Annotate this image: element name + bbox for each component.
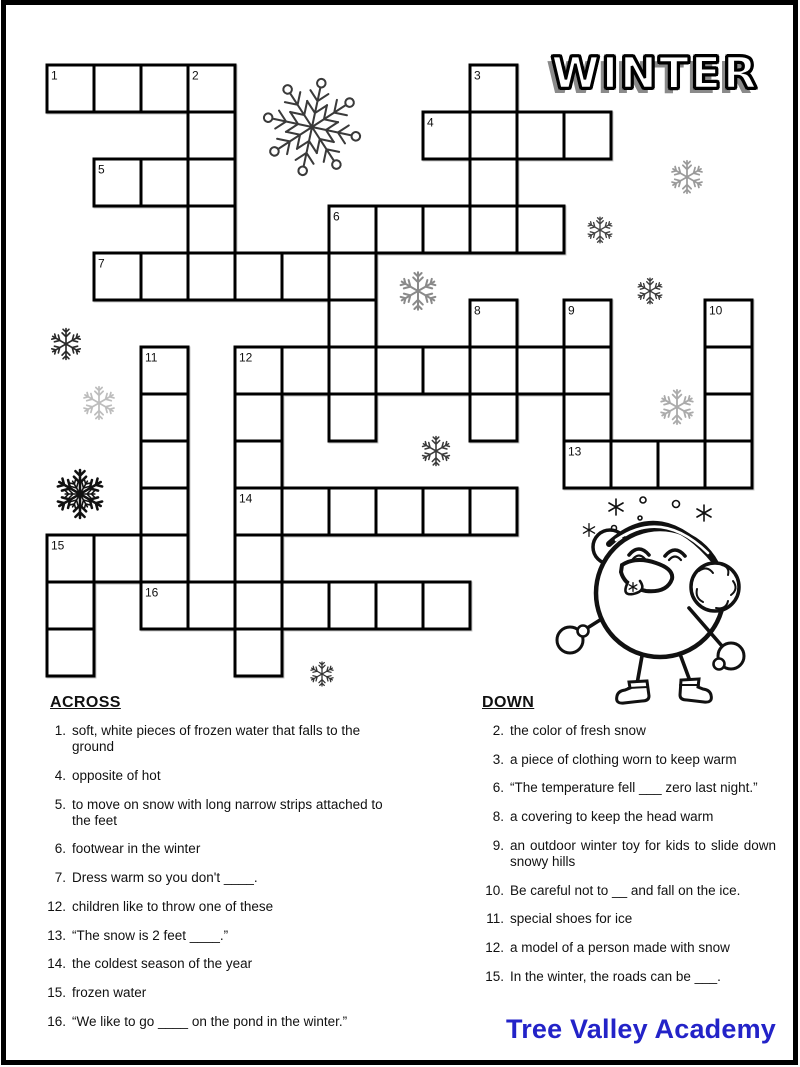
grid-cell[interactable] xyxy=(329,253,376,300)
grid-cell[interactable] xyxy=(47,629,94,676)
grid-cell[interactable] xyxy=(329,488,376,535)
grid-cell[interactable] xyxy=(658,441,705,488)
grid-cell[interactable] xyxy=(470,488,517,535)
grid-cell[interactable] xyxy=(705,394,752,441)
down-clue-item xyxy=(478,838,778,870)
grid-cell[interactable] xyxy=(423,206,470,253)
grid-cell[interactable] xyxy=(235,394,282,441)
grid-cell[interactable] xyxy=(376,582,423,629)
grid-cell-number: 5 xyxy=(98,162,105,177)
clue-text: soft, white pieces of frozen water that falls to the ground xyxy=(72,723,361,755)
clue-number: 6. xyxy=(492,780,504,796)
across-clue-list xyxy=(40,694,450,1042)
clue-number: 15. xyxy=(485,968,504,984)
grid-cell-number: 15 xyxy=(51,538,65,553)
clue-text: to move on snow with long narrow strips attached to the feet xyxy=(72,796,383,828)
down-clue-item xyxy=(478,883,778,899)
grid-cell[interactable] xyxy=(188,112,235,159)
grid-cell-number: 7 xyxy=(98,256,105,271)
grid-cell[interactable] xyxy=(141,253,188,300)
clue-number: 10. xyxy=(485,882,504,898)
across-clue-item xyxy=(40,841,450,857)
grid-cell-number: 16 xyxy=(145,585,159,600)
grid-cell[interactable] xyxy=(235,535,282,582)
grid-cell[interactable] xyxy=(423,488,470,535)
grid-cell[interactable] xyxy=(188,159,235,206)
crossword-cells xyxy=(47,65,752,676)
clue-text: a model of a person made with snow xyxy=(510,940,730,955)
snowflake-icon xyxy=(422,436,451,465)
clue-text: “We like to go ____ on the pond in the winter.” xyxy=(72,1013,348,1029)
grid-cell[interactable] xyxy=(282,582,329,629)
grid-cell[interactable] xyxy=(235,582,282,629)
grid-cell[interactable] xyxy=(188,582,235,629)
grid-cell[interactable] xyxy=(470,347,517,394)
grid-cell[interactable] xyxy=(141,535,188,582)
clue-number: 4. xyxy=(54,767,66,783)
clue-number: 7. xyxy=(54,870,66,886)
clue-number: 14. xyxy=(47,956,66,972)
clue-number: 11. xyxy=(486,911,504,927)
snowflake-icon xyxy=(254,69,370,185)
grid-cell-number: 1 xyxy=(51,68,58,83)
grid-cell[interactable] xyxy=(282,253,329,300)
snowflake-icon xyxy=(660,390,694,424)
grid-cell[interactable] xyxy=(188,206,235,253)
grid-cell[interactable] xyxy=(94,65,141,112)
clue-number: 15. xyxy=(47,984,66,1000)
snowflake-icon xyxy=(587,217,612,243)
clue-text: frozen water xyxy=(72,984,147,1000)
clue-number: 9. xyxy=(492,837,504,853)
grid-cell[interactable] xyxy=(705,347,752,394)
snowflake-icon xyxy=(671,161,703,193)
grid-cell[interactable] xyxy=(141,488,188,535)
grid-cell-number: 2 xyxy=(192,68,199,83)
down-heading: DOWN xyxy=(482,694,535,711)
down-clue-item xyxy=(478,940,778,956)
across-clue-item xyxy=(40,956,450,972)
clue-text: a piece of clothing worn to keep warm xyxy=(510,751,737,767)
snowflake-icon xyxy=(83,387,115,419)
across-clue-item xyxy=(40,928,450,944)
down-clue-item xyxy=(478,809,778,825)
clue-text: In the winter, the roads can be ___. xyxy=(510,968,721,984)
grid-cell[interactable] xyxy=(235,441,282,488)
grid-cell[interactable] xyxy=(141,394,188,441)
grid-cell[interactable] xyxy=(423,347,470,394)
clue-text: children like to throw one of these xyxy=(72,898,274,914)
grid-cell[interactable] xyxy=(611,441,658,488)
grid-cell[interactable] xyxy=(564,394,611,441)
grid-cell[interactable] xyxy=(141,159,188,206)
clue-number: 1. xyxy=(54,723,66,738)
clue-text: “The snow is 2 feet ____.” xyxy=(72,927,229,943)
down-clue-item xyxy=(478,780,778,796)
grid-cell[interactable] xyxy=(376,347,423,394)
across-clue-item xyxy=(40,1014,450,1030)
grid-cell-number: 10 xyxy=(709,303,723,318)
grid-cell[interactable] xyxy=(470,394,517,441)
down-clue-item xyxy=(478,911,778,927)
clue-number: 16. xyxy=(47,1013,66,1029)
grid-cell[interactable] xyxy=(470,206,517,253)
grid-cell[interactable] xyxy=(517,112,564,159)
clue-text: the coldest season of the year xyxy=(72,956,253,972)
grid-cell-number: 3 xyxy=(474,68,481,83)
grid-cell[interactable] xyxy=(94,535,141,582)
grid-cell-number: 12 xyxy=(239,350,253,365)
clue-number: 13. xyxy=(47,927,66,943)
grid-cell-number: 14 xyxy=(239,491,253,506)
grid-cell[interactable] xyxy=(470,112,517,159)
grid-cell[interactable] xyxy=(141,441,188,488)
down-clue-item xyxy=(478,752,778,768)
clue-text: footwear in the winter xyxy=(72,841,201,857)
down-clue-item xyxy=(478,723,778,739)
across-clue-item xyxy=(40,870,450,886)
clue-number: 12. xyxy=(485,940,504,955)
grid-cell[interactable] xyxy=(329,582,376,629)
grid-cell[interactable] xyxy=(376,488,423,535)
across-clue-item xyxy=(40,797,450,829)
grid-cell[interactable] xyxy=(282,488,329,535)
clue-text: Dress warm so you don't ____. xyxy=(72,870,258,886)
grid-cell[interactable] xyxy=(188,253,235,300)
clue-number: 12. xyxy=(47,898,66,914)
clue-number: 3. xyxy=(492,751,504,767)
snowflake-icon xyxy=(399,272,436,310)
across-clue-item xyxy=(40,723,450,755)
grid-cell-number: 4 xyxy=(427,115,434,130)
grid-cell-number: 9 xyxy=(568,303,575,318)
grid-cell[interactable] xyxy=(235,253,282,300)
clue-text: “The temperature fell ___ zero last night.” xyxy=(510,780,758,796)
page-title: WINTER xyxy=(551,48,759,99)
snowflake-icon xyxy=(310,662,334,686)
clue-text: opposite of hot xyxy=(72,767,161,783)
grid-cell[interactable] xyxy=(564,347,611,394)
grid-cell[interactable] xyxy=(376,206,423,253)
grid-cell[interactable] xyxy=(564,112,611,159)
grid-cell-number: 11 xyxy=(145,350,158,365)
grid-cell-number: 8 xyxy=(474,303,481,318)
clue-number: 5. xyxy=(54,796,66,812)
grid-cell[interactable] xyxy=(141,65,188,112)
grid-cell[interactable] xyxy=(517,347,564,394)
grid-cell[interactable] xyxy=(329,394,376,441)
snowflake-icon xyxy=(637,278,662,304)
clue-number: 6. xyxy=(54,841,66,857)
across-clue-item xyxy=(40,899,450,915)
across-heading: ACROSS xyxy=(50,694,121,711)
clue-number: 8. xyxy=(492,809,504,825)
clue-number: 2. xyxy=(492,723,504,738)
clue-text: special shoes for ice xyxy=(510,911,633,927)
across-clue-item xyxy=(40,985,450,1001)
grid-cell-number: 6 xyxy=(333,209,340,224)
grid-cell[interactable] xyxy=(329,300,376,347)
down-clue-item xyxy=(478,969,778,985)
grid-cell[interactable] xyxy=(47,582,94,629)
grid-cell[interactable] xyxy=(282,347,329,394)
snowflake-icon xyxy=(51,329,82,360)
grid-cell[interactable] xyxy=(423,582,470,629)
clue-text: a covering to keep the head warm xyxy=(510,809,714,825)
grid-cell[interactable] xyxy=(470,159,517,206)
down-clue-list xyxy=(478,694,778,997)
grid-cell[interactable] xyxy=(705,441,752,488)
grid-cell-number: 13 xyxy=(568,444,582,459)
across-clue-item xyxy=(40,768,450,784)
clue-text: an outdoor winter toy for kids to slide down snowy hills xyxy=(510,837,776,869)
grid-cell[interactable] xyxy=(329,347,376,394)
site-credit: Tree Valley Academy xyxy=(506,1014,776,1044)
grid-cell[interactable] xyxy=(517,206,564,253)
clue-text: the color of fresh snow xyxy=(510,723,646,738)
grid-cell[interactable] xyxy=(235,629,282,676)
clue-text: Be careful not to __ and fall on the ice. xyxy=(510,882,741,898)
